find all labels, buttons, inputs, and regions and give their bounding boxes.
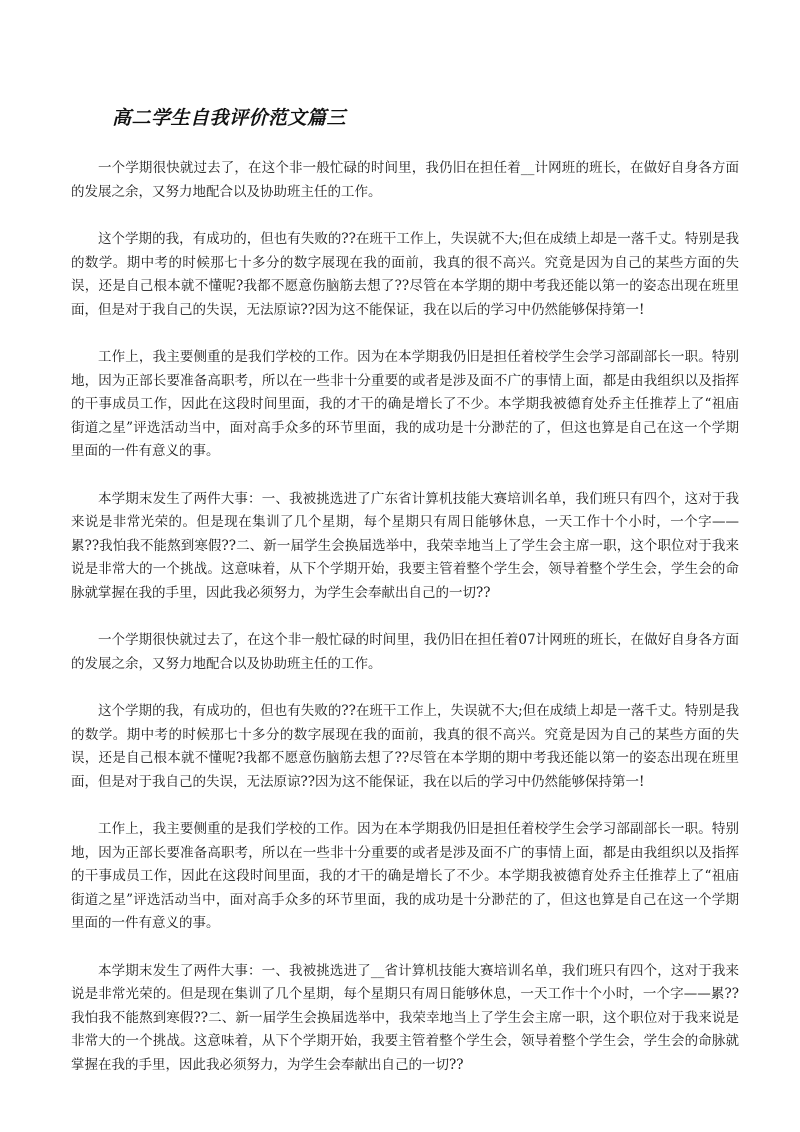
document-body — [71, 157, 739, 1101]
paragraph: 工作上，我主要侧重的是我们学校的工作。因为在本学期我仍旧是担任着校学生会学习部副部长一职。特别地，因为正部长要准备高职考，所以在一些非十分重要的或者是涉及面不广的事情上面，都是由我组织以及指挥的干事成员工作，因此在这段时间里面，我的才干的确是增长了不少。本学期我被德育处乔主任推荐上了“祖庙街道之星”评选活动当中，面对高手众多的环节里面，我的成功是十分渺茫的了，但这也算是自己在这一个学期里面的一件有意义的事。 — [71, 349, 739, 459]
paragraph: 一个学期很快就过去了，在这个非一般忙碌的时间里，我仍旧在担任着07计网班的班长，在做好自身各方面的发展之余，又努力地配合以及协助班主任的工作。 — [71, 632, 739, 672]
paragraph: 本学期末发生了两件大事：一、我被挑选进了广东省计算机技能大赛培训名单，我们班只有四个，这对于我来说是非常光荣的。但是现在集训了几个星期，每个星期只有周日能够休息，一天工作十个小时，一个字——累??我怕我不能熬到寒假??二、新一届学生会换届选举中，我荣幸地当上了学生会主席一职，这个职位对于我来说是非常大的一个挑战。这意味着，从下个学期开始，我要主管着整个学生会，领导着整个学生会，学生会的命脉就掌握在我的手里，因此我必须努力，为学生会奉献出自己的一切?? — [71, 490, 739, 601]
paragraph: 工作上，我主要侧重的是我们学校的工作。因为在本学期我仍旧是担任着校学生会学习部副部长一职。特别地，因为正部长要准备高职考，所以在一些非十分重要的或者是涉及面不广的事情上面，都是由我组织以及指挥的干事成员工作，因此在这段时间里面，我的才干的确是增长了不少。本学期我被德育处乔主任推荐上了“祖庙街道之星”评选活动当中，面对高手众多的环节里面，我的成功是十分渺茫的了，但这也算是自己在这一个学期里面的一件有意义的事。 — [71, 821, 739, 931]
paragraph: 本学期末发生了两件大事：一、我被挑选进了__省计算机技能大赛培训名单，我们班只有四个，这对于我来说是非常光荣的。但是现在集训了几个星期，每个星期只有周日能够休息，一天工作十个小时，一个字——累??我怕我不能熬到寒假??二、新一届学生会换届选举中，我荣幸地当上了学生会主席一职，这个职位对于我来说是非常大的一个挑战。这意味着，从下个学期开始，我要主管着整个学生会，领导着整个学生会，学生会的命脉就掌握在我的手里，因此我必须努力，为学生会奉献出自己的一切?? — [71, 962, 739, 1073]
paragraph: 这个学期的我，有成功的，但也有失败的??在班干工作上，失误就不大;但在成绩上却是一落千丈。特别是我的数学。期中考的时候那七十多分的数字展现在我的面前，我真的很不高兴。究竟是因为自己的某些方面的失误，还是自己根本就不懂呢?我都不愿意伤脑筋去想了??尽管在本学期的期中考我还能以第一的姿态出现在班里面，但是对于我自己的失误，无法原谅??因为这不能保证，我在以后的学习中仍然能够保持第一! — [71, 231, 739, 318]
paragraph: 这个学期的我，有成功的，但也有失败的??在班干工作上，失误就不大;但在成绩上却是一落千丈。特别是我的数学。期中考的时候那七十多分的数字展现在我的面前，我真的很不高兴。究竟是因为自己的某些方面的失误，还是自己根本就不懂呢?我都不愿意伤脑筋去想了??尽管在本学期的期中考我还能以第一的姿态出现在班里面，但是对于我自己的失误，无法原谅??因为这不能保证，我在以后的学习中仍然能够保持第一! — [71, 703, 739, 790]
paragraph: 一个学期很快就过去了，在这个非一般忙碌的时间里，我仍旧在担任着__计网班的班长，在做好自身各方面的发展之余，又努力地配合以及协助班主任的工作。 — [71, 160, 739, 200]
document-title: 高二学生自我评价范文篇三 — [112, 107, 347, 129]
